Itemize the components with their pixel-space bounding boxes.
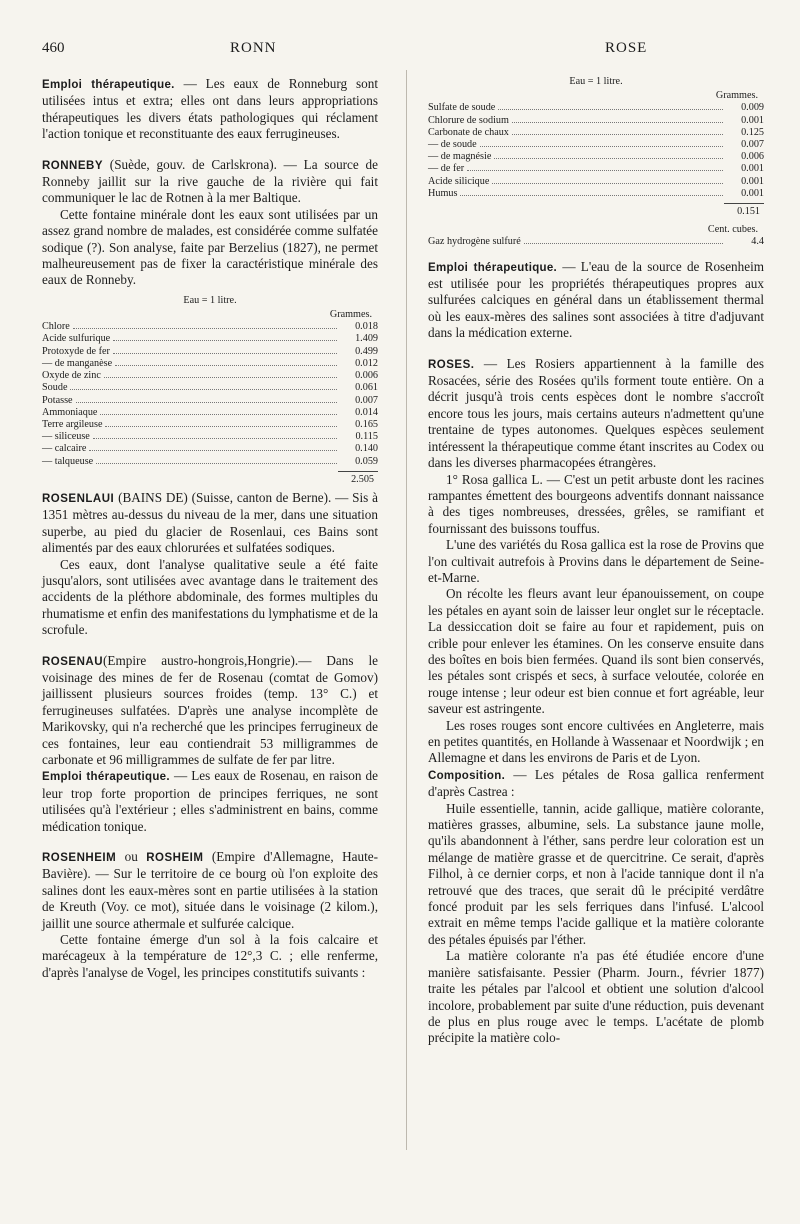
table-row xyxy=(42,395,378,407)
paragraph-text: Cette fontaine émerge d'un sol à la fois calcaire et marécageux à la température de 12°,3 C. ; elle renferme, d'après l'analyse de Vogel, les principes constitutifs suivants : xyxy=(42,932,378,980)
table-row xyxy=(428,102,764,114)
entry-key: Emploi thérapeutique. xyxy=(42,79,175,91)
table-row xyxy=(42,443,378,455)
table-rule xyxy=(724,203,764,204)
entry-rosenheim xyxy=(42,849,378,932)
leader-dots xyxy=(105,426,337,427)
leader-dots xyxy=(100,414,337,415)
leader-dots xyxy=(113,353,337,354)
table-caption: Eau = 1 litre. xyxy=(183,294,237,306)
row-label: Carbonate de chaux xyxy=(428,126,509,138)
table-unit: Grammes. xyxy=(329,309,372,321)
table-row xyxy=(42,431,378,443)
table-unit: Grammes. xyxy=(715,90,758,102)
row-label: — talqueuse xyxy=(42,455,94,467)
analysis-table-rosenheim xyxy=(428,76,764,249)
table-row xyxy=(42,358,378,370)
row-value: 4.4 xyxy=(751,236,764,248)
leader-dots xyxy=(89,450,337,451)
entry-roses xyxy=(428,356,764,472)
row-label: — de magnésie xyxy=(428,151,492,163)
paragraph-text: Huile essentielle, tannin, acide gallique, matière colorante, matières grasses, albumine, sels. La substance jaune molle, qu'ils abandonnent à l'éther, sans perdre leur coloration est un mélange de matière grasse et de quercitrine. Ce serait, d'après Filhol, à ce dernier corps, et non à l'acide tannique dont il n'a retrouvé que des traces, que serait dû le précipité verdâtre foncé produit par les sels ferriques dans l'infusé. L'alcool extrait en même temps l'acide gallique et la matière colorante des pétales épuisés par l'éther. xyxy=(428,800,764,947)
entry-key: Emploi thérapeutique. xyxy=(428,261,558,274)
row-value: 0.012 xyxy=(355,357,378,369)
leader-dots xyxy=(70,389,337,390)
paragraph-text: — Les pétales de Rosa gallica renferment d'après Castrea : xyxy=(428,766,764,800)
paragraph-text: — Les eaux de Rosenau, en raison de leur trop forte proportion de principes ferriques, ne sont utilisées qu'à l'extérieur ; elles s'administrent en bains, comme médication tonique. xyxy=(42,768,378,834)
leader-dots xyxy=(104,377,337,378)
entry-rosenlaui xyxy=(42,490,378,557)
row-value: 0.001 xyxy=(741,163,764,175)
paragraph-text: — Les eaux de Ronneburg sont utilisées intus et extra; elles ont dans leurs appropriations thérapeutiques les divers états pathologiques qui réclament l'action tonique et reconstituante des eaux ferrugineuses. xyxy=(42,76,379,142)
row-label: Potasse xyxy=(42,394,73,406)
entry-key: ROSES. xyxy=(428,358,475,371)
paragraph-text: — Les Rosiers appartiennent à la famille des Rosacées, série des Rosées qu'ils forment toute entière. On a décrit jusqu'à trois cents espèces dont le nombre s'accroît encore tous les jours, mais certains auteurs n'admettent qu'une trentaine de types autonomes. Quelques espèces seulement intéressent la thérapeutique comme étant inscrites au Codex ou dans les diverses pharmacopées étrangères. xyxy=(428,355,764,471)
paragraph-text: Les roses rouges sont encore cultivées en Angleterre, mais en petites quantités, en Hollande à Wassenaar et Noordwijk ; en Allemagne et dans les environs de Paris et de Lyon. xyxy=(428,717,764,766)
row-value: 0.007 xyxy=(741,139,764,151)
row-label: — de manganèse xyxy=(42,357,113,369)
leader-dots xyxy=(113,340,337,341)
leader-dots xyxy=(73,328,337,329)
row-label: Sulfate de soude xyxy=(428,102,496,114)
table-total: 2.505 xyxy=(351,473,374,485)
leader-dots xyxy=(467,170,723,171)
row-label: Soude xyxy=(42,382,68,394)
row-value: 0.499 xyxy=(355,345,378,357)
row-value: 0.059 xyxy=(355,455,378,467)
table-row xyxy=(42,407,378,419)
table-row xyxy=(428,151,764,163)
leader-dots xyxy=(494,158,723,159)
table-rule xyxy=(338,471,378,472)
table-caption: Eau = 1 litre. xyxy=(569,76,623,87)
leader-dots xyxy=(512,122,723,123)
paragraph-rosenheim-emploi xyxy=(428,259,764,342)
row-value: 0.125 xyxy=(741,126,764,138)
row-value: 0.001 xyxy=(741,175,764,187)
entry-key: Composition. xyxy=(428,769,506,782)
gas-unit: Cent. cubes. xyxy=(707,224,758,236)
table-row xyxy=(428,139,764,151)
row-label: Protoxyde de fer xyxy=(42,345,110,357)
table-row xyxy=(42,382,378,394)
analysis-table-ronneby xyxy=(42,295,378,486)
table-row xyxy=(428,115,764,127)
left-column xyxy=(42,76,378,981)
paragraph-text: (Empire austro-hongrois,Hongrie).— Dans le voisinage des mines de fer de Rosenau (comtat de Gomov) jaillissent plusieurs sources froides (temp. 13° C.) et ferrugineuses sulfatées. D'après une analyse incomplète de Marikovsky, qui n'a recherché que les principes ferrugineux de ces fontaines, leur eau contiendrait 53 milligrammes de carbonate et 96 milligrammes de sulfate de fer par litre. xyxy=(42,652,378,768)
table-row xyxy=(42,346,378,358)
row-value: 0.140 xyxy=(355,443,378,455)
row-value: 0.115 xyxy=(355,431,378,443)
row-value: 0.165 xyxy=(355,418,378,430)
row-label: — de fer xyxy=(428,163,465,175)
page-number: 460 xyxy=(42,40,65,56)
table-row xyxy=(42,456,378,468)
row-label: Acide sulfurique xyxy=(42,333,111,345)
row-label: Terre argileuse xyxy=(42,418,103,430)
paragraph-text: (Empire d'Allemagne, Haute-Bavière). — Sur le territoire de ce bourg où l'on exploite des salines dont les eaux-mères sont en partie utilisées à la station de Kreuth (Voy. ce mot), située dans le voisinage (2 kilom.), jaillit une source athermale et sulfurée calcique. xyxy=(42,849,378,931)
leader-dots xyxy=(96,463,337,464)
column-divider xyxy=(406,70,407,1150)
leader-dots xyxy=(76,402,337,403)
table-row xyxy=(428,163,764,175)
entry-connector: ou xyxy=(116,849,147,865)
leader-dots xyxy=(492,183,723,184)
table-row xyxy=(428,127,764,139)
table-row xyxy=(42,370,378,382)
table-row xyxy=(42,333,378,345)
table-row xyxy=(428,236,764,248)
leader-dots xyxy=(115,365,337,366)
table-row xyxy=(428,176,764,188)
row-value: 1.409 xyxy=(355,333,378,345)
row-label: — de soude xyxy=(428,139,477,151)
table-row xyxy=(42,419,378,431)
row-value: 0.014 xyxy=(355,406,378,418)
row-value: 0.061 xyxy=(355,382,378,394)
running-head-left: RONN xyxy=(230,40,277,56)
table-row xyxy=(428,188,764,200)
row-value: 0.009 xyxy=(741,102,764,114)
entry-key: ROSENHEIM xyxy=(42,852,117,865)
row-value: 0.001 xyxy=(741,114,764,126)
entry-key-alt: ROSHEIM xyxy=(146,852,204,865)
row-label: Ammoniaque xyxy=(42,406,98,418)
paragraph-text: L'une des variétés du Rosa gallica est la rose de Provins que l'on cultivait autrefois à Provins dans le département de Seine-et-Marne. xyxy=(428,537,764,585)
row-value: 0.001 xyxy=(741,187,764,199)
row-value: 0.018 xyxy=(355,321,378,333)
entry-key: RONNEBY xyxy=(42,159,104,172)
row-label: Humus xyxy=(428,187,458,199)
leader-dots xyxy=(524,243,723,244)
entry-rosenau xyxy=(42,653,378,769)
table-total: 0.151 xyxy=(737,206,760,218)
entry-key: Emploi thérapeutique. xyxy=(42,771,170,784)
leader-dots xyxy=(512,134,723,135)
entry-key: ROSENLAUI xyxy=(42,492,115,505)
leader-dots xyxy=(93,438,337,439)
entry-key: ROSENAU xyxy=(42,655,104,668)
right-column xyxy=(428,76,764,1047)
paragraph-text: (BAINS DE) (Suisse, canton de Berne). — Sis à 1351 mètres au-dessus du niveau de la mer, dans une situation superbe, au pied du glacier de Rosenlaui, ces Bains sont alimentés par des eaux chlorurées et sulfatées sodiques. xyxy=(42,489,378,556)
paragraph-text: Cette fontaine minérale dont les eaux sont utilisées par un assez grand nombre de malades, est considérée comme sulfatée sodique (?). Son analyse, faite par Berzelius (1827), ne permet malheureusement pas de fixer la caractéristique minérale des eaux de Ronneby. xyxy=(42,206,378,288)
paragraph-text: — L'eau de la source de Rosenheim est utilisée pour les propriétés thérapeutiques propres aux sulfurées calciques en général dans un établissement thermal où les eaux-mères des salines sont associées à titre d'adjuvant dans la médication externe. xyxy=(428,258,765,341)
row-label: Acide silicique xyxy=(428,175,490,187)
row-label: — calcaire xyxy=(42,443,87,455)
row-value: 0.006 xyxy=(355,370,378,382)
paragraph-ronneburg-emploi xyxy=(42,76,378,143)
paragraph-text: On récolte les fleurs avant leur épanouissement, on coupe les pétales en ayant soin de laisser leur onglet sur le réceptacle. La dessiccation doit se faire au four et rapidement, puis on crible pour enlever les étamines. On les conserve ensuite dans des boîtes en bois bien fermées. Quand ils sont bien conservés, les pétales sont crispés et secs, à surface veloutée, colorée en rouge intense ; leur odeur est bien connue et fort agréable, leur saveur est astringente. xyxy=(428,586,764,717)
paragraph-text: La matière colorante n'a pas été étudiée encore d'une manière satisfaisante. Pessier (Pharm. Journ., février 1877) traite les pétales par l'alcool et obtient une solution d'alcool incolore, probablement par suite d'une réduction, puis devenant de plus en plus rouge avec le temps. L'acétate de plomb précipite la matière colo- xyxy=(428,948,764,1046)
row-label: Gaz hydrogène sulfuré xyxy=(428,236,521,248)
paragraph-composition xyxy=(428,767,764,801)
table-rows xyxy=(42,321,378,467)
row-label: Chlorure de sodium xyxy=(428,114,509,126)
running-head-right: ROSE xyxy=(605,40,648,56)
table-rows xyxy=(428,102,764,200)
entry-ronneby xyxy=(42,157,378,207)
leader-dots xyxy=(460,195,723,196)
leader-dots xyxy=(480,146,723,147)
row-value: 0.006 xyxy=(741,151,764,163)
row-label: Oxyde de zinc xyxy=(42,370,101,382)
paragraph-rosenau-emploi xyxy=(42,768,378,835)
paragraph-text: 1° Rosa gallica L. — C'est un petit arbuste dont les racines rampantes émettent des bourgeons adventifs donnant naissance à des tiges nombreuses, dressées, grêles, se ramifiant et fournissant des buissons touffus. xyxy=(428,471,764,536)
paragraph-text: Ces eaux, dont l'analyse qualitative seule a été faite jusqu'alors, sont utilisées avec avantage dans le traitement des accidents de la pléthore abdominale, des formes multiples du rhumatisme et enfin des manifestations du lymphatisme et de la scrofule. xyxy=(42,556,378,638)
row-label: — siliceuse xyxy=(42,431,90,443)
leader-dots xyxy=(498,109,723,110)
paragraph-text: (Suède, gouv. de Carlskrona). — La source de Ronneby jaillit sur la rive gauche de la rivière qui fait communiquer le lac de Rotnen à la mer Baltique. xyxy=(42,156,378,206)
table-row xyxy=(42,321,378,333)
row-value: 0.007 xyxy=(355,394,378,406)
row-label: Chlore xyxy=(42,321,70,333)
